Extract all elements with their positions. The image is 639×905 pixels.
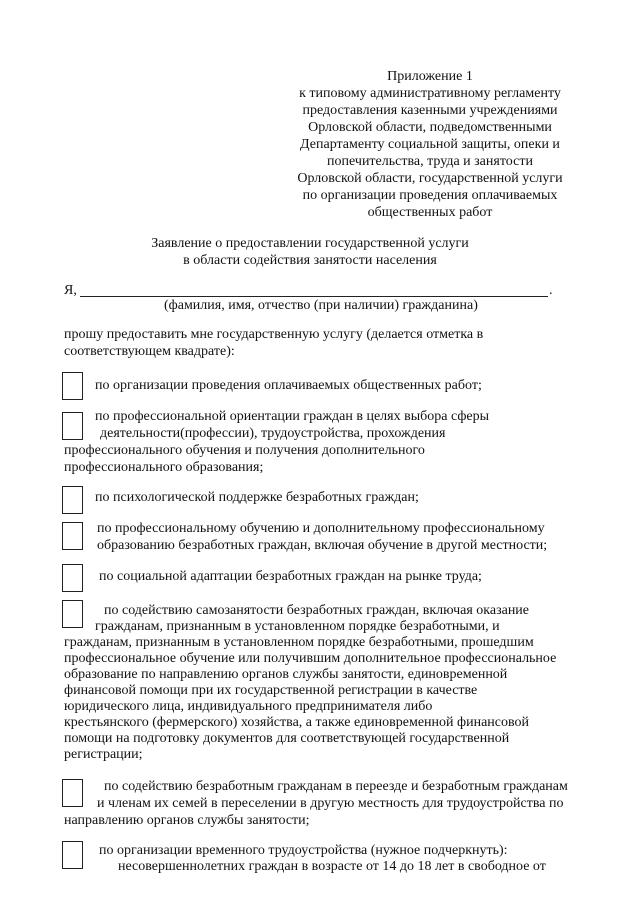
appendix-line: предоставления казенными учреждениями bbox=[302, 103, 558, 118]
applicant-suffix: . bbox=[549, 283, 553, 298]
option-text: помощи на подготовку документов для соответствующей государственной bbox=[64, 731, 510, 746]
option-text: профессионального обучения и получения дополнительного bbox=[64, 443, 425, 458]
applicant-prefix: Я, bbox=[64, 283, 77, 298]
option-text: деятельности(профессии), трудоустройства, прохождения bbox=[100, 426, 446, 441]
option-text: профессионального образования; bbox=[64, 460, 264, 475]
statement-subtitle: в области содействия занятости населения bbox=[183, 253, 437, 268]
option-text: крестьянского (фермерского) хозяйства, а также единовременной финансовой bbox=[64, 715, 529, 730]
appendix-title: Приложение 1 bbox=[387, 69, 473, 84]
appendix-line: Орловской области, подведомственными bbox=[308, 120, 552, 135]
option-text: по профессиональному обучению и дополнительному профессиональному bbox=[97, 521, 545, 536]
option-checkbox[interactable] bbox=[62, 486, 83, 514]
option-checkbox[interactable] bbox=[62, 841, 83, 869]
option-checkbox[interactable] bbox=[62, 600, 83, 628]
appendix-line: к типовому административному регламенту bbox=[299, 86, 561, 101]
option-text: по содействию самозанятости безработных граждан, включая оказание bbox=[104, 603, 530, 618]
option-text: регистрации; bbox=[64, 747, 143, 762]
request-text: прошу предоставить мне государственную услугу (делается отметка в bbox=[64, 327, 484, 342]
option-text: по психологической поддержке безработных граждан; bbox=[95, 490, 419, 505]
request-text: соответствующем квадрате): bbox=[64, 344, 235, 359]
option-text: и членам их семей в переселении в другую местность для трудоустройства по bbox=[97, 796, 564, 811]
option-text: несовершеннолетних граждан в возрасте от 14 до 18 лет в свободное от bbox=[118, 859, 546, 874]
option-text: гражданам, признанным в установленном порядке безработными, прошедшим bbox=[64, 635, 534, 650]
option-checkbox[interactable] bbox=[62, 564, 83, 592]
applicant-name-line bbox=[80, 296, 548, 297]
option-text: финансовой помощи при их государственной регистрации в качестве bbox=[64, 683, 478, 698]
option-text: по содействию безработным гражданам в переезде и безработным гражданам bbox=[104, 779, 568, 794]
option-checkbox[interactable] bbox=[62, 372, 83, 400]
option-text: по профессиональной ориентации граждан в целях выбора сферы bbox=[95, 409, 490, 424]
option-text: образованию безработных граждан, включая обучение в другой местности; bbox=[97, 538, 548, 553]
appendix-line: по организации проведения оплачиваемых bbox=[302, 188, 558, 203]
option-text: по организации проведения оплачиваемых общественных работ; bbox=[95, 378, 482, 393]
statement-title: Заявление о предоставлении государственной услуги bbox=[151, 236, 469, 251]
option-text: юридического лица, индивидуального предпринимателя либо bbox=[64, 699, 433, 714]
option-checkbox[interactable] bbox=[62, 522, 83, 550]
appendix-line: Департаменту социальной защиты, опеки и bbox=[300, 137, 560, 152]
option-text: профессиональное обучение или получившим дополнительное профессиональное bbox=[64, 651, 557, 666]
option-checkbox[interactable] bbox=[62, 779, 83, 807]
applicant-caption: (фамилия, имя, отчество (при наличии) гражданина) bbox=[164, 298, 478, 313]
option-text: гражданам, признанным в установленном порядке безработными, и bbox=[95, 619, 500, 634]
option-text: направлению органов службы занятости; bbox=[64, 813, 310, 828]
appendix-line: попечительства, труда и занятости bbox=[327, 154, 533, 169]
option-checkbox[interactable] bbox=[62, 412, 83, 440]
option-text: по организации временного трудоустройства (нужное подчеркнуть): bbox=[99, 843, 508, 858]
option-text: по социальной адаптации безработных граждан на рынке труда; bbox=[99, 569, 482, 584]
appendix-line: Орловской области, государственной услуги bbox=[297, 171, 563, 186]
option-text: образование по направлению органов службы занятости, единовременной bbox=[64, 667, 508, 682]
appendix-line: общественных работ bbox=[367, 205, 493, 220]
